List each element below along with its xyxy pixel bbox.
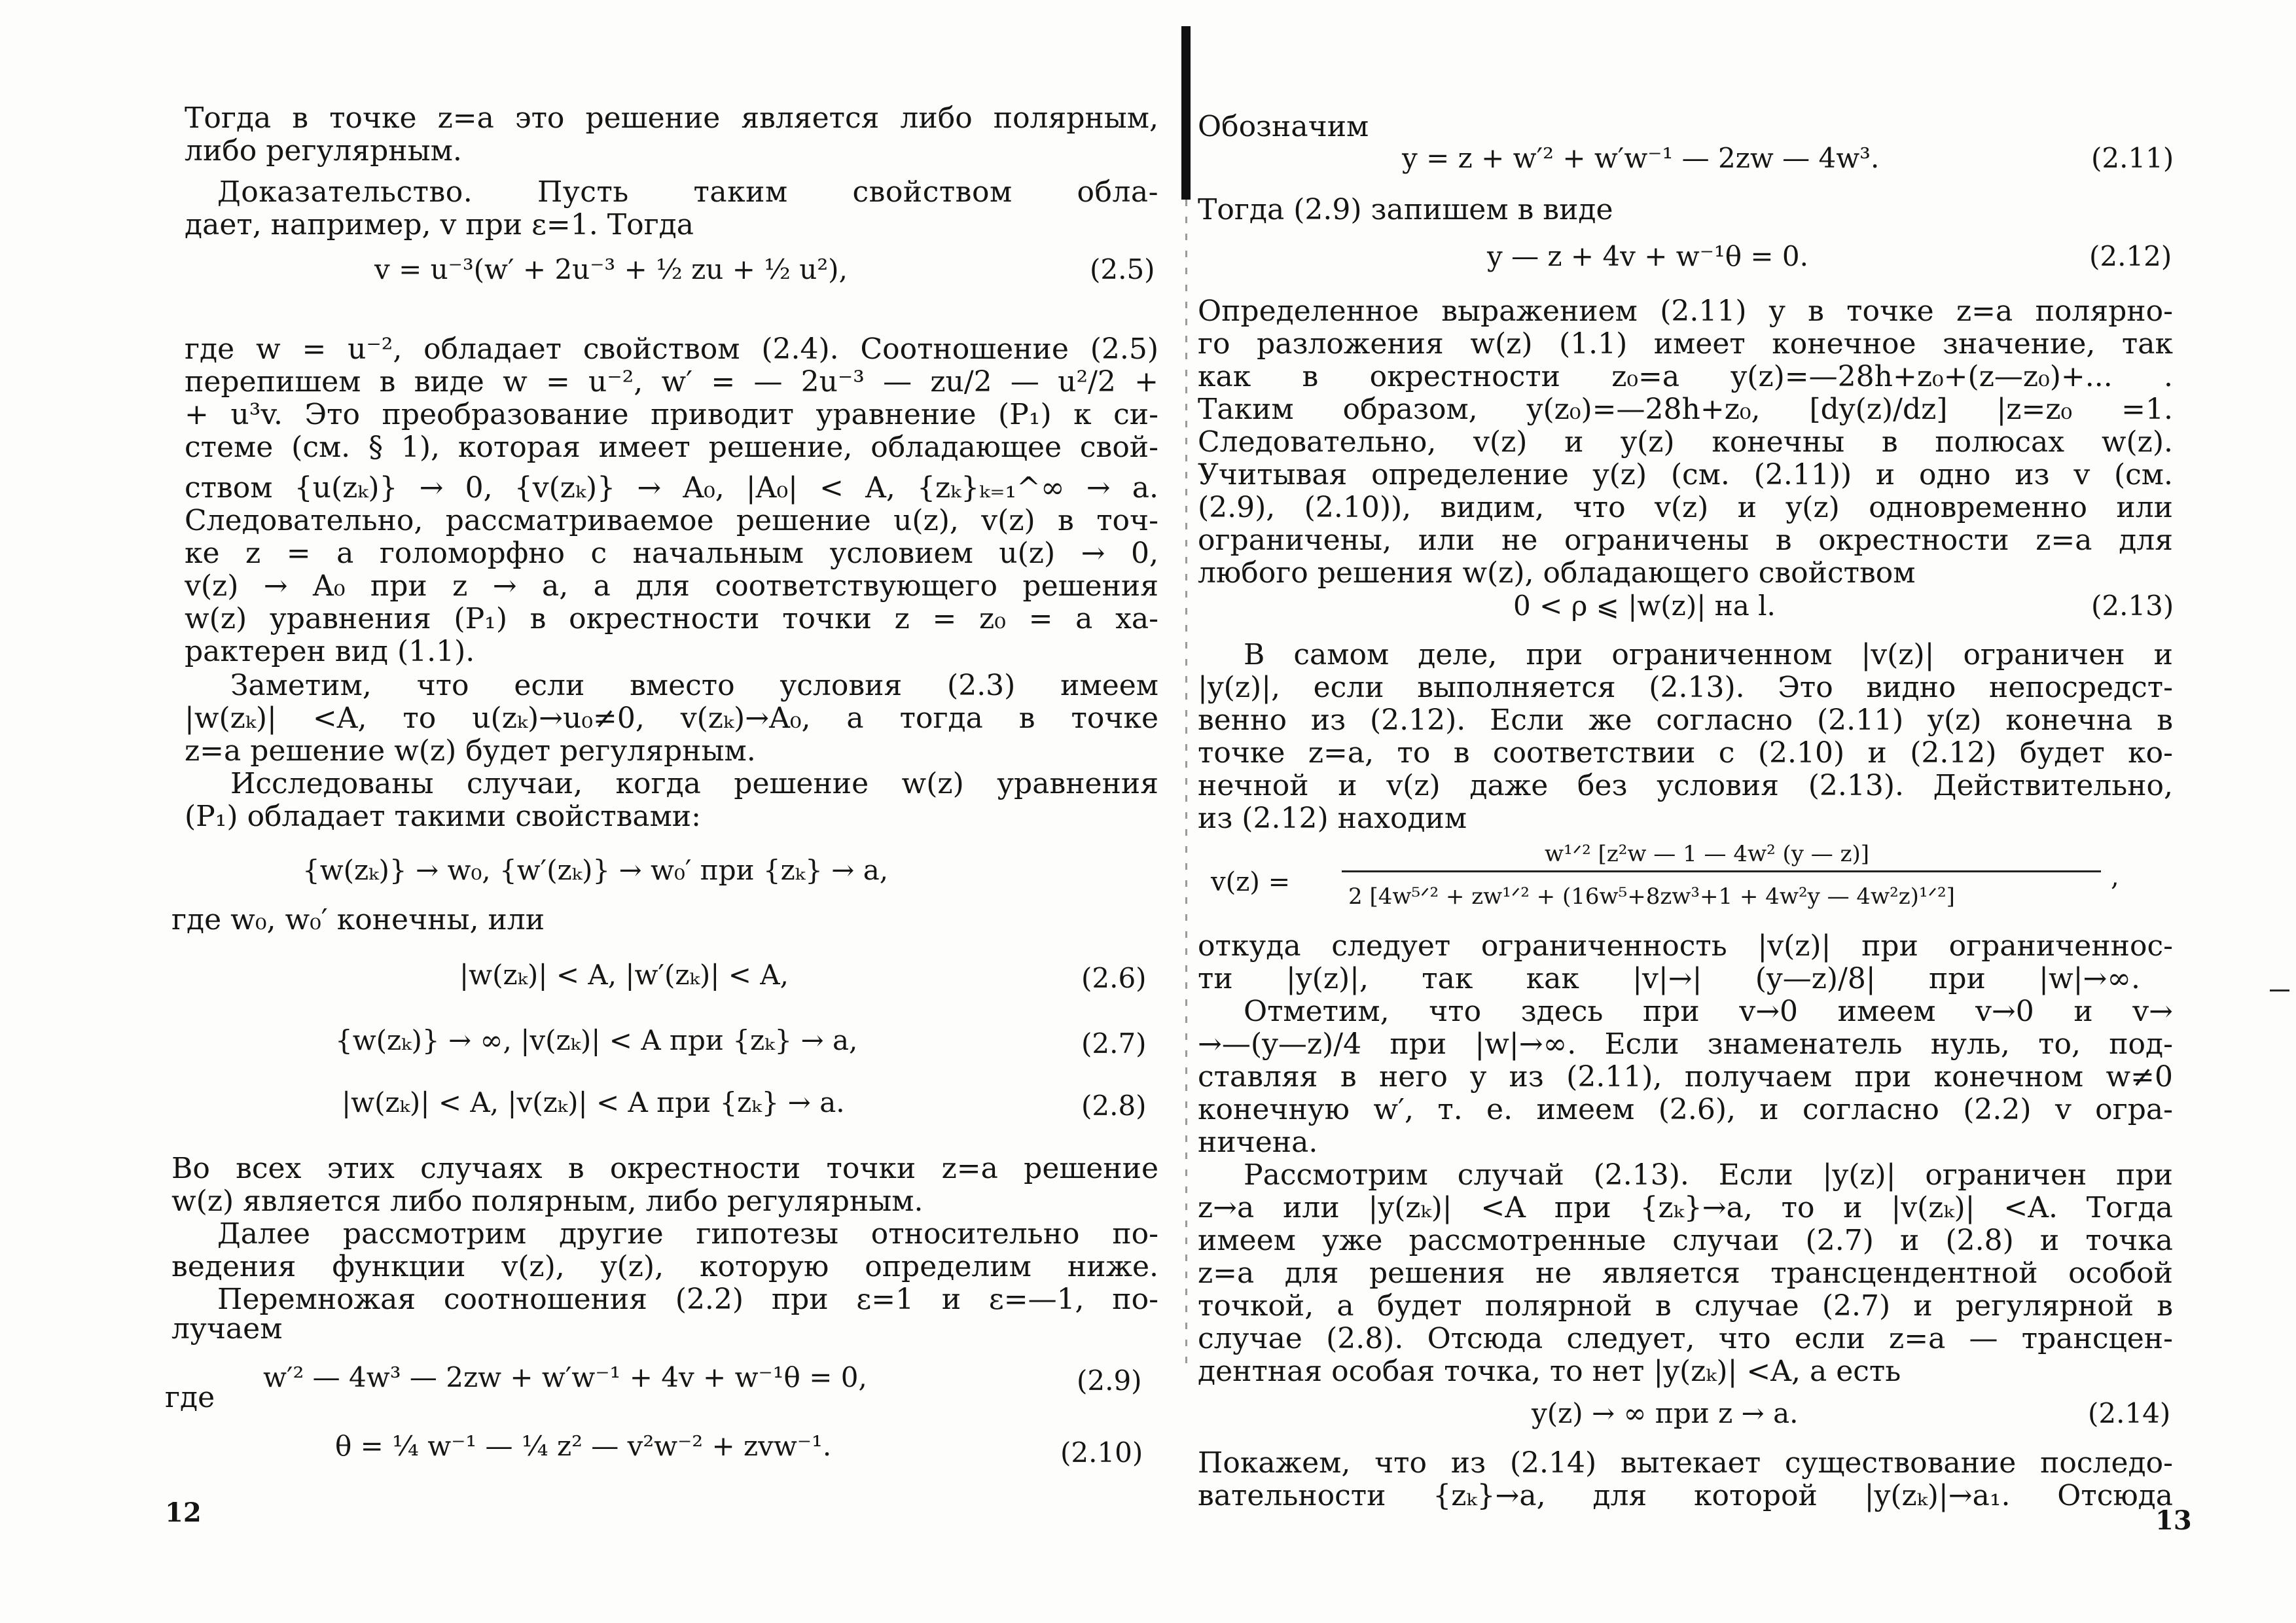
- text-line: Определенное выражением (2.11) y в точке z=a полярно-: [1198, 294, 2173, 328]
- text-line: венно из (2.12). Если же согласно (2.11) y(z) конечна в: [1198, 704, 2173, 737]
- equation: y = z + w′² + w′w⁻¹ — 2zw — 4w³.: [1402, 142, 1880, 174]
- text-line: ограничены, или не ограничены в окрестности z=a для: [1198, 524, 2173, 557]
- text-line: + u³v. Это преобразование приводит уравнение (P₁) к си-: [185, 398, 1158, 431]
- equation-number: (2.5): [1090, 253, 1155, 285]
- text-line: |w(zₖ)| <A, то u(zₖ)→u₀≠0, v(zₖ)→A₀, а тогда в точке: [185, 702, 1158, 735]
- text-line: Рассмотрим случай (2.13). Если |y(z)| ограничен при: [1244, 1158, 2173, 1192]
- page-number: 12: [165, 1497, 202, 1528]
- fraction-numerator: w¹ᐟ² [z²w — 1 — 4w² (y — z)]: [1545, 841, 1870, 867]
- equation: {w(zₖ)} → ∞, |v(zₖ)| < A при {zₖ} → a,: [335, 1024, 858, 1056]
- equation-number: (2.10): [1060, 1436, 1143, 1469]
- text-line: v(z) → A₀ при z → a, а для соответствующего решения: [185, 569, 1158, 603]
- equation: |w(zₖ)| < A, |v(zₖ)| < A при {zₖ} → a.: [342, 1086, 845, 1118]
- fraction-denominator: 2 [4w⁵ᐟ² + zw¹ᐟ² + (16w⁵+8zw³+1 + 4w²y — 4w²z)¹ᐟ²]: [1348, 883, 1955, 910]
- text-line: Заметим, что если вместо условия (2.3) имеем: [230, 669, 1158, 702]
- text-line: Обозначим: [1198, 110, 1369, 143]
- text-line: ством {u(zₖ)} → 0, {v(zₖ)} → A₀, |A₀| < A, {zₖ}ₖ₌₁^∞ → a.: [185, 471, 1158, 505]
- equation-number: (2.14): [2088, 1397, 2171, 1429]
- text-line: дает, например, v при ε=1. Тогда: [185, 208, 694, 241]
- equation-number: (2.7): [1081, 1027, 1147, 1060]
- text-line: случае (2.8). Отсюда следует, что если z=a — трансцен-: [1198, 1322, 2173, 1355]
- text-line: рактерен вид (1.1).: [185, 635, 475, 668]
- text-line: Покажем, что из (2.14) вытекает существование последо-: [1198, 1446, 2173, 1480]
- equation-number: (2.6): [1081, 962, 1147, 994]
- equation: |w(zₖ)| < A, |w′(zₖ)| < A,: [459, 959, 789, 991]
- text-line: (2.9), (2.10)), видим, что v(z) и y(z) одновременно или: [1198, 491, 2173, 524]
- text-line: го разложения w(z) (1.1) имеет конечное значение, так: [1198, 327, 2173, 361]
- text-line: Отметим, что здесь при v→0 имеем v→0 и v→: [1244, 995, 2173, 1028]
- text-line: z=a для решения не является трансцендентной особой: [1198, 1257, 2173, 1290]
- equation-lhs: v(z) =: [1211, 867, 1291, 897]
- text-line: точке z=a, то в соответствии с (2.10) и (2.12) будет ко-: [1198, 736, 2173, 770]
- equation-number: (2.11): [2091, 142, 2174, 174]
- text-line: ведения функции v(z), y(z), которую определим ниже.: [171, 1250, 1158, 1283]
- text-line: Далее рассмотрим другие гипотезы относительно по-: [217, 1217, 1158, 1251]
- text-line: w(z) является либо полярным, либо регулярным.: [171, 1185, 924, 1218]
- text-line: перепишем в виде w = u⁻², w′ = — 2u⁻³ — zu/2 — u²/2 +: [185, 365, 1158, 399]
- text-line: Учитывая определение y(z) (см. (2.11)) и одно из v (см.: [1198, 458, 2173, 491]
- text-line: стеме (см. § 1), которая имеет решение, обладающее свой-: [185, 431, 1158, 464]
- text-line: любого решения w(z), обладающего свойством: [1198, 556, 1916, 590]
- text-line: точкой, а будет полярной в случае (2.7) и регулярной в: [1198, 1289, 2173, 1323]
- text-line: |y(z)|, если выполняется (2.13). Это видно непосредст-: [1198, 671, 2173, 704]
- text-line: w(z) уравнения (P₁) в окрестности точки z = z₀ = a ха-: [185, 602, 1158, 635]
- text-line: Доказательство. Пусть таким свойством обла-: [217, 175, 1158, 209]
- text-line: Перемножая соотношения (2.2) при ε=1 и ε=—1, по-: [217, 1283, 1158, 1316]
- text-line: вательности {zₖ}→a, для которой |y(zₖ)|→a₁. Отсюда: [1198, 1479, 2173, 1512]
- equation: θ = ¼ w⁻¹ — ¼ z² — v²w⁻² + zvw⁻¹.: [335, 1430, 832, 1462]
- text-line: где: [165, 1381, 215, 1414]
- text-line: Следовательно, v(z) и y(z) конечны в полюсах w(z).: [1198, 425, 2173, 459]
- comma: ,: [2111, 862, 2119, 892]
- text-line: где w₀, w₀′ конечны, или: [171, 903, 545, 936]
- text-line: нечной и v(z) даже без условия (2.13). Действительно,: [1198, 769, 2173, 802]
- text-line: (P₁) обладает такими свойствами:: [185, 800, 701, 833]
- fraction-bar: [1342, 870, 2101, 872]
- equation-number: (2.8): [1081, 1090, 1147, 1122]
- equation: v = u⁻³(w′ + 2u⁻³ + ½ zu + ½ u²),: [374, 253, 848, 285]
- text-line: имеем уже рассмотренные случаи (2.7) и (2.8) и точка: [1198, 1224, 2173, 1257]
- text-line: ничена.: [1198, 1126, 1318, 1159]
- text-line: лучаем: [171, 1312, 283, 1346]
- text-line: откуда следует ограниченность |v(z)| при ограниченнос-: [1198, 929, 2173, 963]
- equation: y — z + 4v + w⁻¹θ = 0.: [1487, 240, 1808, 272]
- page-number: 13: [2155, 1505, 2192, 1536]
- text-line: Следовательно, рассматриваемое решение u(z), v(z) в точ-: [185, 504, 1158, 537]
- text-line: z=a решение w(z) будет регулярным.: [185, 734, 756, 768]
- text-line: ставляя в него y из (2.11), получаем при конечном w≠0: [1198, 1060, 2173, 1094]
- equation-number: (2.12): [2089, 240, 2172, 272]
- equation-number: (2.9): [1077, 1364, 1142, 1397]
- equation: {w(zₖ)} → w₀, {w′(zₖ)} → w₀′ при {zₖ} → a,: [302, 854, 889, 886]
- text-line: Таким образом, y(z₀)=—28h+z₀, [dy(z)/dz] |z=z₀ =1.: [1198, 393, 2173, 426]
- text-line: В самом деле, при ограниченном |v(z)| ограничен и: [1244, 638, 2173, 671]
- text-line: →—(y—z)/4 при |w|→∞. Если знаменатель нуль, то, под-: [1198, 1027, 2173, 1061]
- equation-number: (2.13): [2091, 590, 2174, 622]
- text-line: ти |y(z)|, так как |v|→| (y—z)/8| при |w|→∞.: [1198, 962, 2140, 995]
- right-page: [1178, 0, 2296, 1623]
- equation: y(z) → ∞ при z → a.: [1532, 1397, 1799, 1429]
- text-line: из (2.12) находим: [1198, 802, 1467, 835]
- equation: 0 < ρ ⩽ |w(z)| на l.: [1513, 590, 1776, 622]
- equation: w′² — 4w³ — 2zw + w′w⁻¹ + 4v + w⁻¹θ = 0,: [263, 1361, 867, 1393]
- text-line: Тогда (2.9) запишем в виде: [1198, 193, 1613, 226]
- text-line: как в окрестности z₀=a y(z)=—28h+z₀+(z—z₀)+... .: [1198, 360, 2173, 393]
- text-line: дентная особая точка, то нет |y(zₖ)| <A, а есть: [1198, 1355, 1901, 1388]
- text-line: ке z = a голоморфно с начальным условием u(z) → 0,: [185, 537, 1158, 570]
- text-line: Во всех этих случаях в окрестности точки z=a решение: [171, 1152, 1158, 1185]
- text-line: Исследованы случаи, когда решение w(z) уравнения: [230, 767, 1158, 800]
- text-line: Тогда в точке z=a это решение является либо полярным,: [185, 101, 1158, 135]
- text-line: либо регулярным.: [185, 134, 462, 168]
- text-line: z→a или |y(zₖ)| <A при {zₖ}→a, то и |v(zₖ)| <A. Тогда: [1198, 1191, 2173, 1224]
- text-line: где w = u⁻², обладает свойством (2.4). Соотношение (2.5): [185, 332, 1158, 366]
- text-line: конечную w′, т. е. имеем (2.6), и согласно (2.2) v огра-: [1198, 1093, 2173, 1126]
